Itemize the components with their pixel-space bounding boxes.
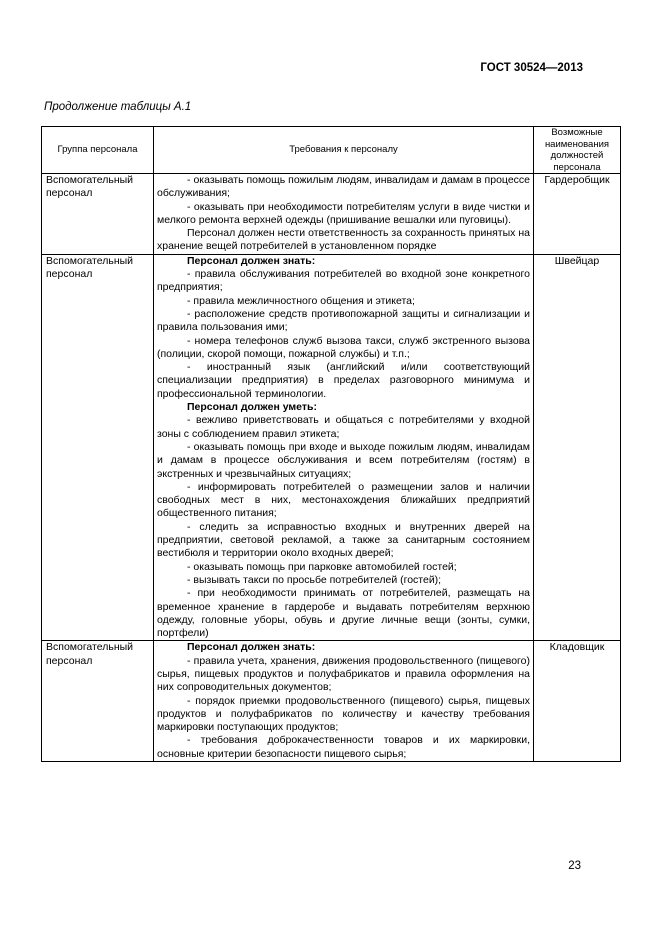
standard-header: ГОСТ 30524—2013	[480, 62, 583, 74]
requirement-line: - номера телефонов служб вызова такси, служб экстренного вызова (полиции, скорой помощи, пожарной службы) и т.п.;	[157, 334, 530, 360]
table-row	[42, 254, 621, 641]
group-cell: Вспомогательный персонал	[42, 254, 154, 641]
can-heading: Персонал должен уметь:	[187, 401, 317, 414]
requirement-line: - вызывать такси по просьбе потребителей (гостей);	[187, 573, 442, 586]
group-cell: Вспомогательный персонал	[42, 641, 154, 762]
requirements-cell	[154, 254, 534, 641]
requirement-line: - расположение средств противопожарной защиты и сигнализации и правила пользования ими;	[157, 307, 530, 334]
requirements-cell	[154, 641, 534, 762]
requirement-line: - оказывать помощь при парковке автомобилей гостей;	[187, 560, 457, 573]
position-cell: Гардеробщик	[534, 174, 621, 255]
requirement-line: - иностранный язык (английский и/или соответствующий специализации предприятия) в пределах разговорного минимума и профессиональной терминологии.	[157, 361, 530, 400]
requirement-line: Персонал должен нести ответственность за сохранность принятых на хранение вещей потребителей в установленном порядке	[157, 227, 530, 253]
column-header-requirements: Требования к персоналу	[154, 127, 534, 174]
page-number: 23	[568, 860, 581, 872]
requirement-line: - информировать потребителей о размещении залов и наличии свободных мест в них, местонахождения ближайших предприятий общественного питания;	[157, 480, 530, 520]
column-header-group: Группа персонала	[42, 127, 154, 174]
requirement-line: - вежливо приветствовать и общаться с потребителями у входной зоны с соблюдением правил этикета;	[157, 414, 530, 440]
requirement-line: - правила межличностного общения и этикета;	[187, 294, 415, 307]
know-heading: Персонал должен знать:	[187, 254, 316, 267]
group-cell: Вспомогательный персонал	[42, 174, 154, 255]
requirement-line: - правила обслуживания потребителей во входной зоне конкретного предприятия;	[157, 268, 530, 294]
requirement-line: - оказывать помощь при входе и выходе пожилым людям, инвалидам и дамам в процессе обслуживания и всем потребителям (гостям) в экстренных и чрезвычайных ситуациях;	[157, 440, 530, 480]
requirement-line: - порядок приемки продовольственного (пищевого) сырья, пищевых продуктов и полуфабрикатов по количеству и качеству требования маркировки поступающих продуктов;	[157, 694, 530, 734]
position-cell: Кладовщик	[534, 641, 621, 762]
requirement-line: - оказывать помощь пожилым людям, инвалидам и дамам в процессе обслуживания;	[157, 174, 530, 200]
position-cell: Швейцар	[534, 254, 621, 641]
requirement-line: - следить за исправностью входных и внутренних дверей на предприятии, световой рекламой, а также за санитарным состоянием вестибюля и территории около входных дверей;	[157, 520, 530, 560]
requirement-line: - правила учета, хранения, движения продовольственного (пищевого) сырья, пищевых продуктов и полуфабрикатов и правила оформления на них сопроводительных документов;	[157, 654, 530, 694]
column-header-positions: Возможные наименования должностей персонала	[534, 127, 621, 174]
requirement-line: - оказывать при необходимости потребителям услуги в виде чистки и мелкого ремонта верхней одежды (пришивание вешалки или пуговицы).	[157, 200, 530, 226]
requirement-line: - при необходимости принимать от потребителей, размещать на временное хранение в гардеробе и выдавать потребителям верхнюю одежду, головные уборы, обувь и другие личные вещи (зонты, сумки, портфели)	[157, 587, 530, 640]
requirements-cell	[154, 174, 534, 255]
know-heading: Персонал должен знать:	[187, 641, 316, 654]
requirements-table	[41, 126, 621, 762]
table-caption: Продолжение таблицы А.1	[44, 101, 192, 113]
requirement-line: - требования доброкачественности товаров и их маркировки, основные критерии безопасности пищевого сырья;	[157, 734, 530, 760]
table-row	[42, 641, 621, 762]
table-header-row	[42, 127, 621, 174]
table-row	[42, 174, 621, 255]
